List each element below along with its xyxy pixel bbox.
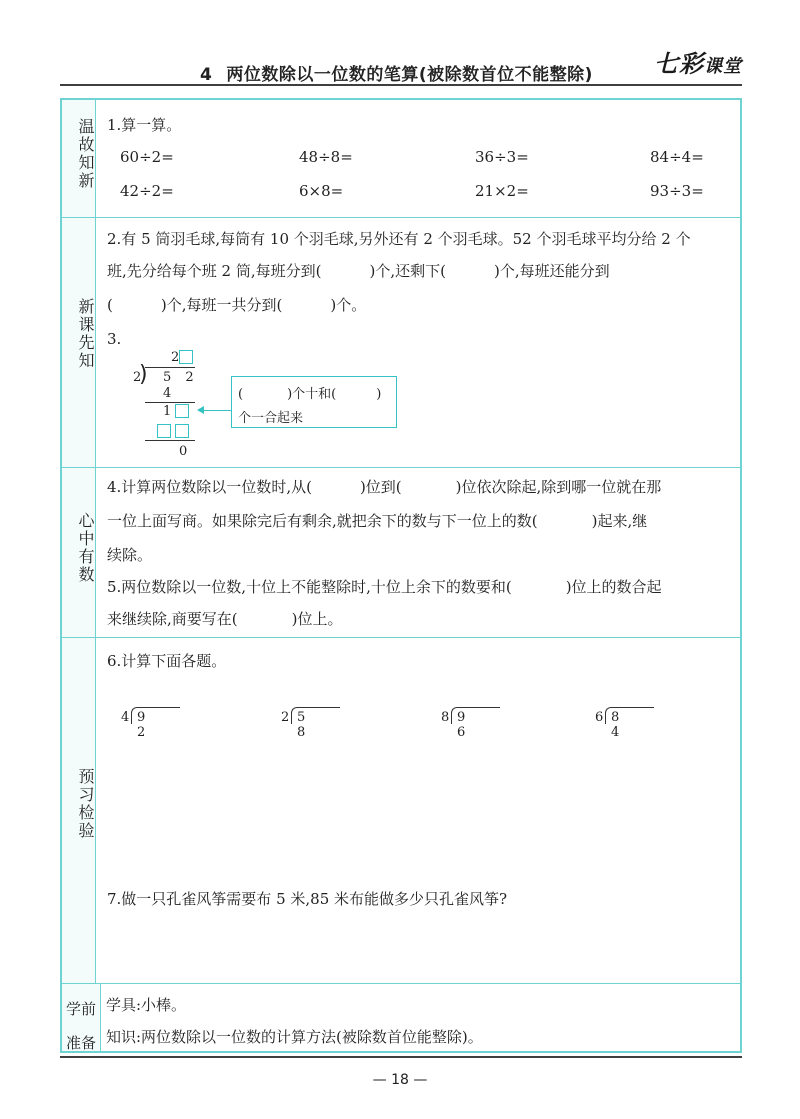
brand-logo xyxy=(654,44,742,79)
section-label: 心中有数 xyxy=(76,512,95,584)
q6-divisor: 4 xyxy=(121,710,130,725)
callout-text: ) xyxy=(376,387,382,402)
q5-line1 xyxy=(107,576,662,597)
section-label-box xyxy=(62,218,96,467)
subtraction-line xyxy=(145,440,195,441)
q2-text: ( xyxy=(107,296,113,314)
footer-rule xyxy=(60,1056,742,1058)
section-prep xyxy=(62,984,740,1051)
page-number: — 18 — xyxy=(372,1072,428,1088)
q4-line3: 续除。 xyxy=(107,546,153,564)
section-content xyxy=(95,638,740,983)
q5-text: )位上。 xyxy=(291,610,343,628)
q4-text: 一位上面写商。如果除完后有剩余,就把余下的数与下一位上的数( xyxy=(107,512,538,530)
q3-label: 3. xyxy=(107,330,122,348)
section-label: 预习检验 xyxy=(76,768,95,840)
section-label-box xyxy=(62,638,96,983)
section-content xyxy=(95,218,740,467)
section-label-box xyxy=(62,984,101,1051)
q3-remainder-tens: 1 xyxy=(163,404,172,419)
q5-text: 来继续除,商要写在( xyxy=(107,610,238,628)
q5-text: )位上的数合起 xyxy=(565,578,662,596)
subtraction-line xyxy=(145,402,195,403)
q3-remainder-ones-box[interactable] xyxy=(175,404,189,418)
callout-line1 xyxy=(238,383,381,402)
section-preview-check xyxy=(62,638,740,984)
q3-first-product: 4 xyxy=(163,386,172,401)
q4-text: )位到( xyxy=(359,478,402,496)
header-rule xyxy=(60,84,742,86)
q2-text: 班,先分给每个班 2 筒,每班分到( xyxy=(107,262,322,280)
section-label-box xyxy=(62,100,96,217)
q2-text: )个。 xyxy=(330,296,367,314)
lesson-title: 两位数除以一位数的笔算(被除数首位不能整除) xyxy=(226,65,593,85)
q3-product-ones-box[interactable] xyxy=(175,424,189,438)
q4-text: )位依次除起,除到哪一位就在那 xyxy=(455,478,662,496)
section-content xyxy=(100,984,740,1051)
q6-dividend: 5 8 xyxy=(297,710,312,740)
callout-text: ( xyxy=(238,387,244,402)
section-label: 新课先知 xyxy=(76,298,95,370)
division-bar xyxy=(145,367,195,368)
q1-item: 48÷8= xyxy=(299,148,353,166)
q1-item: 6×8= xyxy=(299,182,344,200)
q2-line1: 2.有 5 筒羽毛球,每筒有 10 个羽毛球,另外还有 2 个羽毛球。52 个羽毛球平均分给 2 个 xyxy=(107,230,691,248)
q6-divisor: 6 xyxy=(595,710,604,725)
section-content xyxy=(95,100,740,217)
section-label: 温故知新 xyxy=(76,118,95,190)
q1-item: 60÷2= xyxy=(120,148,174,166)
callout-line2: 个一合起来 xyxy=(238,411,304,426)
q1-title: 1.算一算。 xyxy=(107,116,182,134)
q1-item: 21×2= xyxy=(475,182,529,200)
section-new-lesson xyxy=(62,218,740,468)
q1-item: 42÷2= xyxy=(120,182,174,200)
q1-item: 84÷4= xyxy=(650,148,704,166)
q3-final: 0 xyxy=(179,444,188,459)
q6-title: 6.计算下面各题。 xyxy=(107,652,227,670)
callout-arrow xyxy=(203,410,231,411)
callout-text: )个十和( xyxy=(287,387,337,402)
q6-dividend: 9 6 xyxy=(457,710,472,740)
worksheet-frame xyxy=(60,98,742,1053)
division-bracket: ) xyxy=(139,362,148,387)
q7-text: 7.做一只孔雀风筝需要布 5 米,85 米布能做多少只孔雀风筝? xyxy=(107,890,508,908)
prep-tools: 学具:小棒。 xyxy=(106,996,187,1014)
q3-dividend: 5 2 xyxy=(163,370,199,385)
page-title xyxy=(200,60,593,85)
q3-product-tens-box[interactable] xyxy=(157,424,171,438)
section-content xyxy=(95,468,740,637)
q5-text: 5.两位数除以一位数,十位上不能整除时,十位上余下的数要和( xyxy=(107,578,512,596)
q4-text: 4.计算两位数除以一位数时,从( xyxy=(107,478,312,496)
q6-divisor: 8 xyxy=(441,710,450,725)
q1-item: 93÷3= xyxy=(650,182,704,200)
q3-divisor: 2 xyxy=(133,370,142,385)
q6-divisor: 2 xyxy=(281,710,290,725)
section-label-box xyxy=(62,468,96,637)
q3-quotient-ones-box[interactable] xyxy=(179,350,193,364)
q4-text: )起来,继 xyxy=(591,512,648,530)
q2-line2 xyxy=(107,260,610,281)
q6-dividend: 9 2 xyxy=(137,710,152,740)
q4-line1 xyxy=(107,476,661,497)
q2-text: )个,每班还能分到 xyxy=(493,262,610,280)
q2-text: )个,每班一共分到( xyxy=(160,296,283,314)
q2-text: )个,还剩下( xyxy=(369,262,446,280)
q3-quotient-tens: 2 xyxy=(171,350,180,365)
section-review xyxy=(62,100,740,218)
q4-line2 xyxy=(107,510,647,531)
q2-line3 xyxy=(107,294,366,315)
section-label: 学前准备 xyxy=(65,1000,96,1052)
q6-dividend: 8 4 xyxy=(611,710,626,740)
lesson-number: 4 xyxy=(200,65,213,85)
q1-item: 36÷3= xyxy=(475,148,529,166)
brand-big: 七彩 xyxy=(654,50,704,78)
prep-knowledge: 知识:两位数除以一位数的计算方法(被除数首位能整除)。 xyxy=(106,1028,483,1046)
callout-box xyxy=(231,376,397,428)
brand-small: 课堂 xyxy=(704,56,742,77)
section-key-points xyxy=(62,468,740,638)
q5-line2 xyxy=(107,608,342,629)
